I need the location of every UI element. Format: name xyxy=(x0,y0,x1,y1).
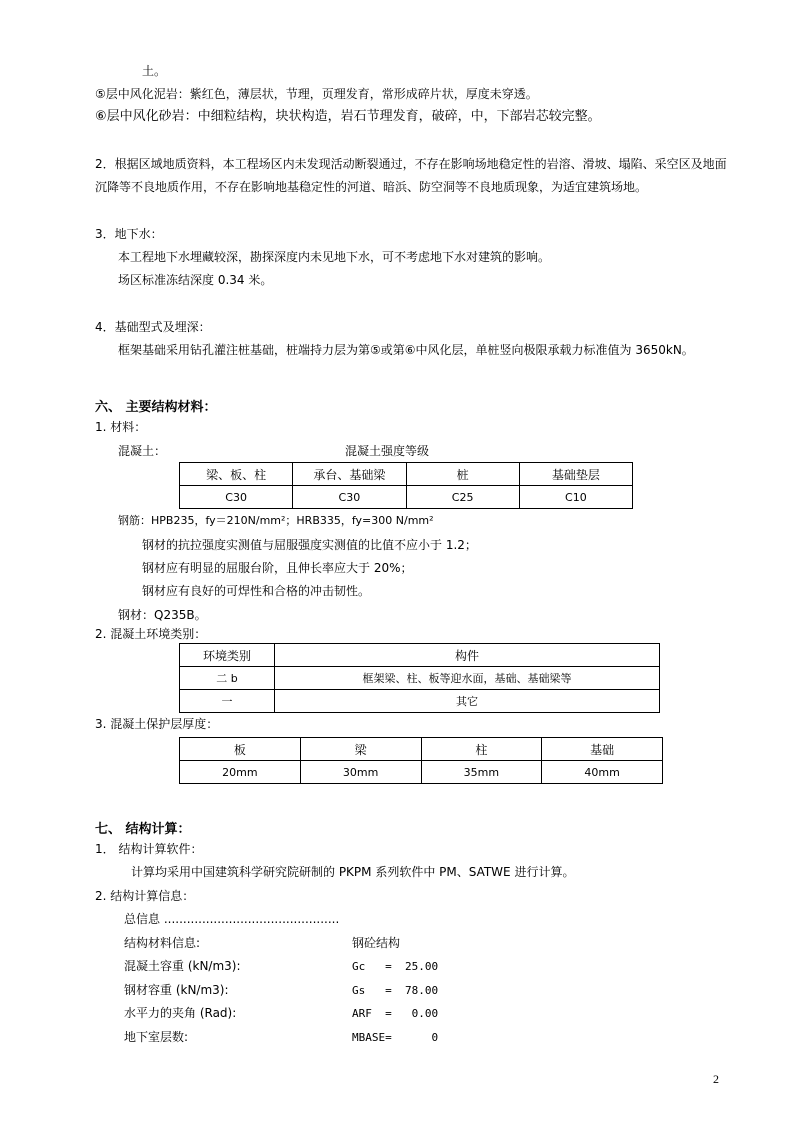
table-cell: 35mm xyxy=(421,761,542,784)
param-label: 结构材料信息: xyxy=(124,936,201,950)
text-line: 土。 xyxy=(142,64,167,78)
steel-spec: 钢材：Q235B。 xyxy=(118,608,207,622)
param-label: 钢材容重 (kN/m3): xyxy=(124,983,229,997)
paragraph-line: 本工程地下水埋藏较深，勘探深度内未见地下水，可不考虑地下水对建筑的影响。 xyxy=(118,250,551,264)
section-title-materials: 六、 主要结构材料： xyxy=(95,400,217,415)
summary-line: 总信息 .............................................. xyxy=(124,912,340,926)
environment-class-table xyxy=(179,643,660,713)
concrete-label: 混凝土： xyxy=(118,444,167,458)
paragraph-line: 场区标准冻结深度 0.34 米。 xyxy=(118,273,273,287)
steel-requirement: 钢材应有良好的可焊性和合格的冲击韧性。 xyxy=(142,584,371,598)
table-cell: C10 xyxy=(519,486,632,509)
paragraph-line: 2．根据区域地质资料，本工程场区内未发现活动断裂通过，不存在影响场地稳定性的岩溶、滑坡、塌陷、采空区及地面 xyxy=(95,157,727,171)
param-value: 钢砼结构 xyxy=(352,936,401,950)
table-cell: 30mm xyxy=(300,761,421,784)
param-value: Gc = 25.00 xyxy=(352,960,439,973)
table-cell: 一 xyxy=(180,690,275,713)
table-header-cell: 梁 xyxy=(300,738,421,761)
steel-requirement: 钢材的抗拉强度实测值与屈服强度实测值的比值不应小于 1.2； xyxy=(142,538,477,552)
item-heading: 2. 混凝土环境类别： xyxy=(95,627,207,641)
concrete-grade-table xyxy=(179,462,633,509)
table-cell: 20mm xyxy=(180,761,301,784)
steel-spec: 钢筋：HPB235，fy＝210N/mm²；HRB335，fy=300 N/mm² xyxy=(118,514,434,527)
table-header-cell: 构件 xyxy=(275,644,660,667)
paragraph-line: 沉降等不良地质作用，不存在影响地基稳定性的河道、暗浜、防空洞等不良地质现象，为适宜建筑场地。 xyxy=(95,180,648,194)
table-header-cell: 桩 xyxy=(406,463,519,486)
table-header-cell: 承台、基础梁 xyxy=(293,463,406,486)
page-number: 2 xyxy=(713,1072,719,1086)
param-value: Gs = 78.00 xyxy=(352,984,439,997)
table-cell: 其它 xyxy=(275,690,660,713)
table-header-cell: 基础垫层 xyxy=(519,463,632,486)
table-cell: C30 xyxy=(293,486,406,509)
table-header-cell: 环境类别 xyxy=(180,644,275,667)
table-header-cell: 柱 xyxy=(421,738,542,761)
table-header-cell: 梁、板、柱 xyxy=(180,463,293,486)
software-description: 计算均采用中国建筑科学研究院研制的 PKPM 系列软件中 PM、SATWE 进行计算。 xyxy=(131,865,575,879)
table-cell: C25 xyxy=(406,486,519,509)
table-caption: 混凝土强度等级 xyxy=(345,444,430,458)
text-line: ⑥层中风化砂岩：中细粒结构，块状构造，岩石节理发育，破碎，中，下部岩芯较完整。 xyxy=(95,109,601,124)
param-label: 混凝土容重 (kN/m3): xyxy=(124,959,241,973)
item-heading: 1． 结构计算软件： xyxy=(95,842,203,856)
table-header-cell: 板 xyxy=(180,738,301,761)
section-title-calculation: 七、 结构计算： xyxy=(95,822,191,837)
item-heading: 1. 材料： xyxy=(95,420,147,434)
steel-requirement: 钢材应有明显的屈服台阶，且伸长率应大于 20%； xyxy=(142,561,413,575)
item-heading: 3. 混凝土保护层厚度： xyxy=(95,717,219,731)
cover-thickness-table xyxy=(179,737,663,784)
paragraph-heading: 3．地下水： xyxy=(95,227,163,241)
paragraph-line: 框架基础采用钻孔灌注桩基础，桩端持力层为第⑤或第⑥中风化层，单桩竖向极限承载力标准值为 3650kN。 xyxy=(118,343,694,357)
param-label: 水平力的夹角 (Rad): xyxy=(124,1006,237,1020)
table-cell: 框架梁、柱、板等迎水面，基础、基础梁等 xyxy=(275,667,660,690)
table-cell: C30 xyxy=(180,486,293,509)
paragraph-heading: 4．基础型式及埋深： xyxy=(95,320,211,334)
param-value: MBASE= 0 xyxy=(352,1031,439,1044)
param-value: ARF = 0.00 xyxy=(352,1007,439,1020)
table-cell: 二 b xyxy=(180,667,275,690)
param-label: 地下室层数: xyxy=(124,1030,189,1044)
table-header-cell: 基础 xyxy=(542,738,663,761)
text-line: ⑤层中风化泥岩：紫红色，薄层状，节理，页理发育，常形成碎片状，厚度未穿透。 xyxy=(95,87,538,101)
item-heading: 2. 结构计算信息： xyxy=(95,889,195,903)
table-cell: 40mm xyxy=(542,761,663,784)
